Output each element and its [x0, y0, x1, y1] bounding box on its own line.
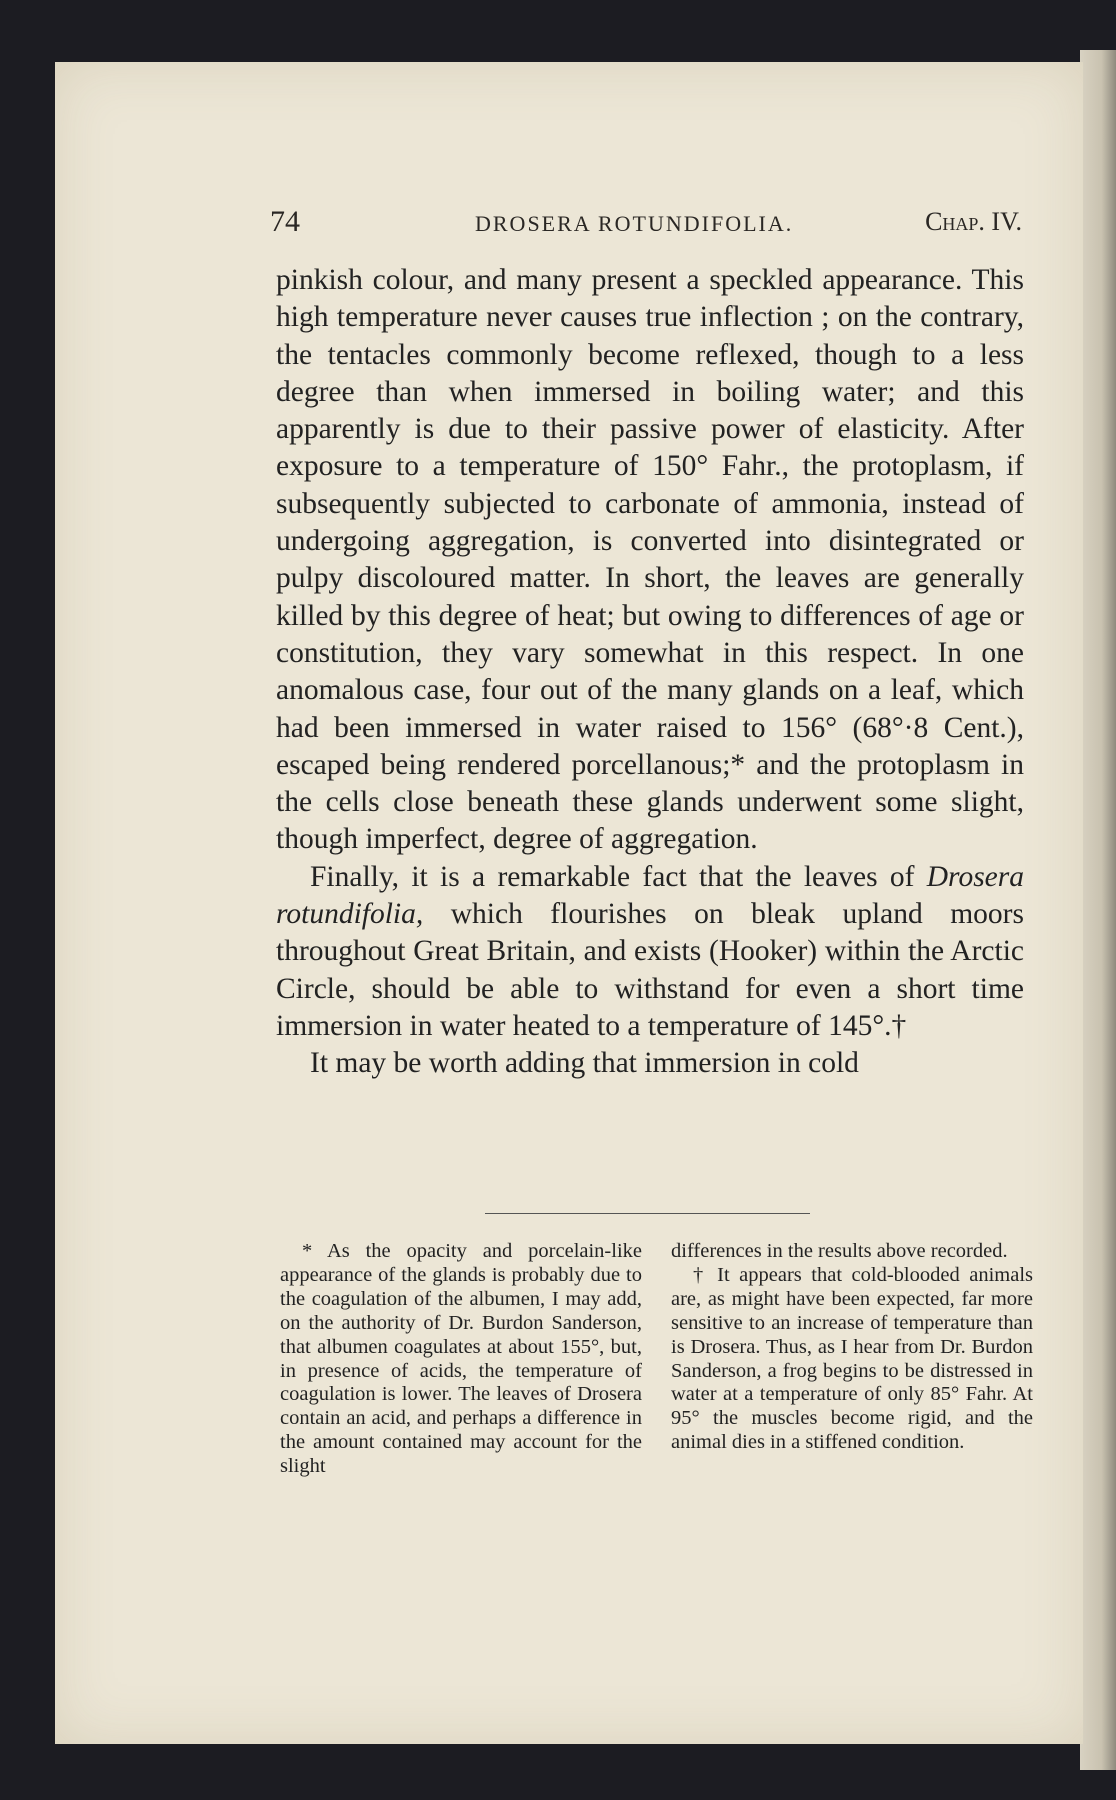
footnote-asterisk: * As the opacity and porcelain-like appearance of the glands is probably due to the coagulation of the albumen, I may add, on the authority of Dr. Burdon Sanderson, that albumen coagulates at about 155°, but, in presence of acids, the temperature of coagulation is lower. The leaves of Drosera contain an acid, and perhaps a difference in the amount contained may account for the slight	[280, 1240, 642, 1478]
page-edge	[1080, 50, 1116, 1770]
footnote-column-right	[671, 1240, 1033, 1455]
chapter-label: Chap. IV.	[925, 207, 1022, 236]
running-header	[270, 205, 1022, 239]
footnote-divider	[485, 1213, 810, 1214]
footnote-dagger: † It appears that cold-blooded animals are, as might have been expected, far more sensitive to an increase of temperature than is Drosera. Thus, as I hear from Dr. Burdon Sanderson, a frog begins to be distressed in water at a temperature of only 85° Fahr. At 95° the muscles become rigid, and the animal dies in a stiffened condition.	[671, 1263, 1033, 1454]
page-number: 74	[270, 205, 300, 238]
paragraph-1: pinkish colour, and many present a speckled appearance. This high temperature never causes true inflection ; on the contrary, the tentacles commonly become reflexed, though to a less degree than when immersed in boiling water; and this apparently is due to their passive power of elasticity. After exposure to a temperature of 150° Fahr., the protoplasm, if subsequently subjected to carbonate of ammonia, instead of undergoing aggregation, is converted into disintegrated or pulpy discoloured matter. In short, the leaves are generally killed by this degree of heat; but owing to differences of age or constitution, they vary somewhat in this respect. In one anomalous case, four out of the many glands on a leaf, which had been immersed in water raised to 156° (68°·8 Cent.), escaped being rendered porcellanous;* and the protoplasm in the cells close beneath these glands underwent some slight, though imperfect, degree of aggregation.	[276, 264, 1024, 856]
footnote-column-left	[280, 1240, 642, 1479]
main-text	[276, 262, 1024, 1083]
running-title: DROSERA ROTUNDIFOLIA.	[475, 211, 794, 236]
paragraph-2-lead: Finally, it is a remarkable fact that the leaves of	[310, 860, 915, 893]
species-name: Drosera rotundifolia,	[276, 860, 1024, 931]
footnote-asterisk-continued: differences in the results above recorded.	[671, 1240, 1008, 1262]
paragraph-2-rest: which flourishes on bleak upland moors throughout Great Britain, and exists (Hooker) within the Arctic Circle, should be able to withstand for even a short time immersion in water heated to a temperature of 145°.†	[276, 898, 1024, 1042]
paragraph-3: It may be worth adding that immersion in cold	[310, 1047, 859, 1080]
paragraph-2	[276, 859, 1024, 1045]
